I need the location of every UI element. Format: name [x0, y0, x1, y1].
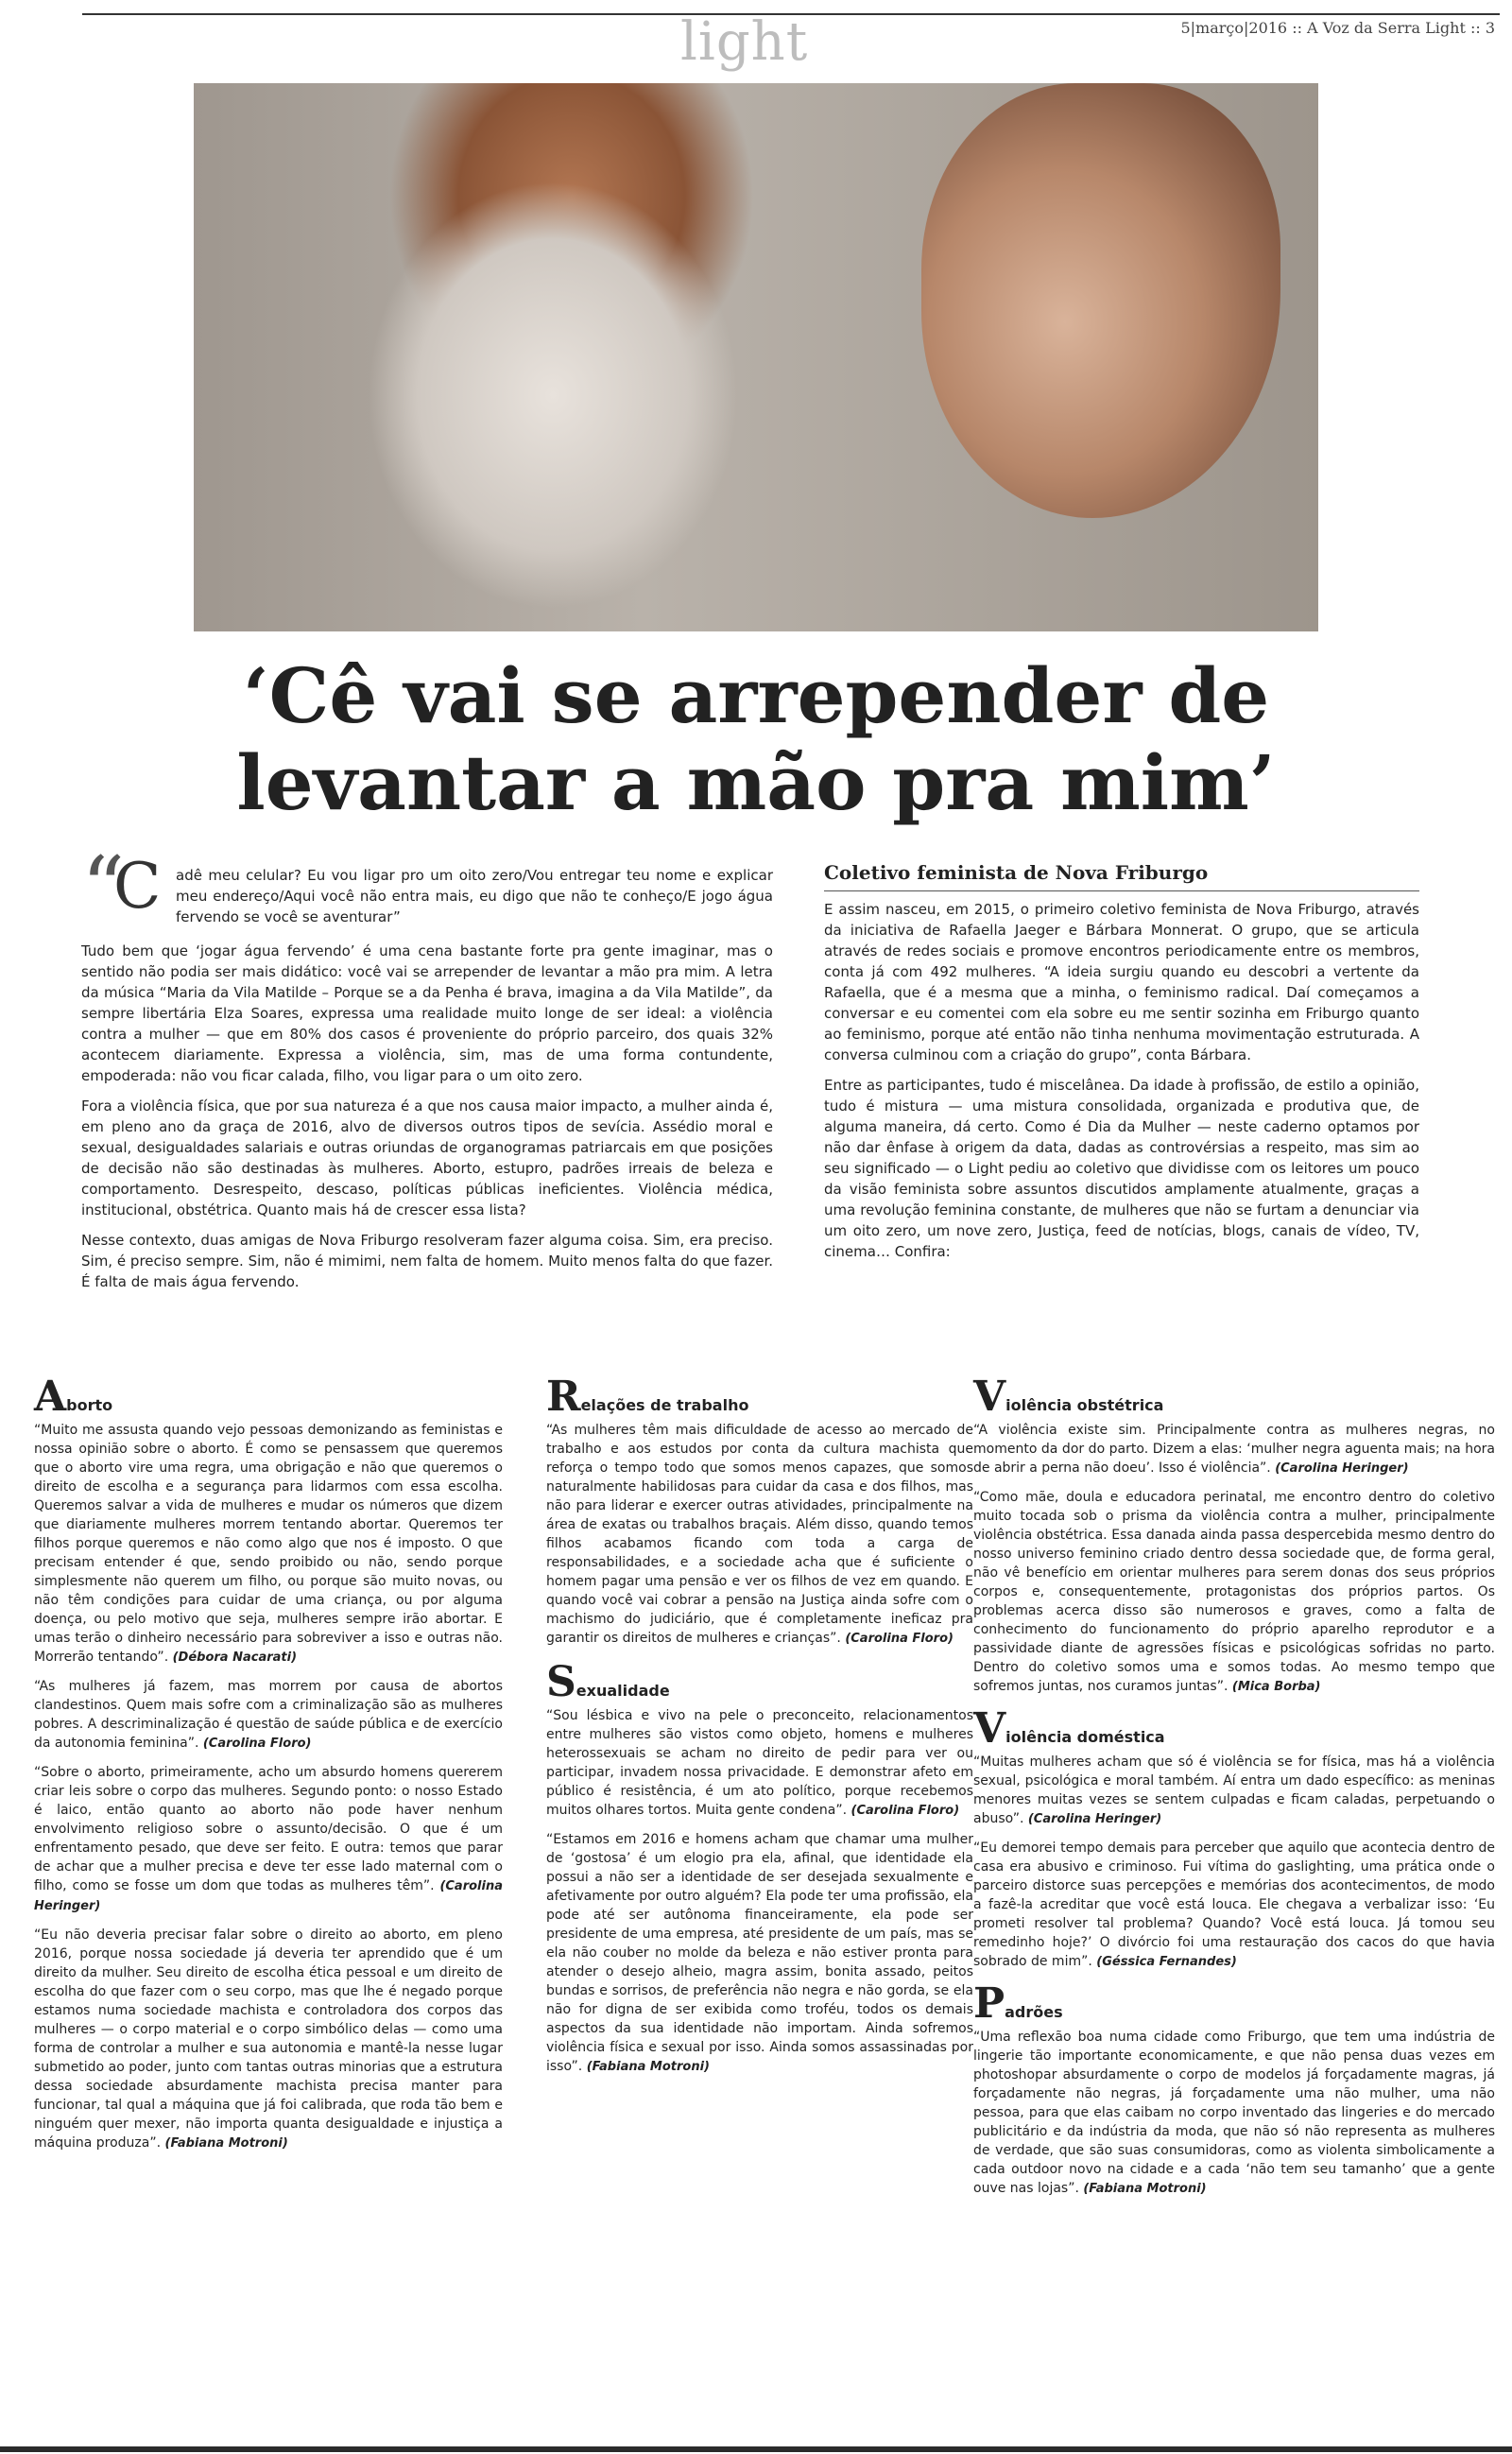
intro-paragraph: Nesse contexto, duas amigas de Nova Friburgo resolveram fazer alguma coisa. Sim, era preciso. Sim, é preciso sempre. Sim, não é mimimi, nem falta de homem. Muito menos falta do que fazer. É falta de mais água fervendo. — [81, 1232, 773, 1290]
intro-dropcap: C — [113, 850, 162, 923]
quote-author: (Géssica Fernandes) — [1096, 1955, 1237, 1969]
obstetrica-title-text: iolência obstétrica — [1005, 1396, 1164, 1414]
obstetrica-quote — [973, 1488, 1495, 1697]
coletivo-paragraph: Entre as participantes, tudo é miscelânea. Da idade à profissão, de estilo a opinião, tudo é mistura — uma mistura consolidada, organizada e produtiva que, de alguma maneira, dá certo. Como é Dia da Mulher — neste caderno optamos por não dar ênfase à origem da data, dadas as controvérsias a respeito, mas sim ao seu significado — o Light pediu ao coletivo que dividisse com os leitores um pouco da visão feminista sobre assuntos discutidos amplamente atualmente, graças a uma revolução feminina constante, de mulheres que não se furtam a denunciar via um oito zero, um nove zero, Justiça, feed de notícias, blogs, canais de vídeo, TV, cinema… Confira: — [824, 1077, 1419, 1260]
sexualidade-dropcap: S — [546, 1658, 576, 1706]
section-name: light — [680, 11, 809, 73]
intro-paragraph: Fora a violência física, que por sua natureza é a que nos causa maior impacto, a mulher ainda é, em pleno ano da graça de 2016, alvo de diversos outros tipos de sevícia. Assédio moral e sexual, desigualdades salariais e outras oriundas de organogramas patriarcais em que posições de decisão não são destinadas às mulheres. Aborto, estupro, padrões irreais de beleza e comportamento. Desrespeito, descaso, políticas públicas ineficientes. Violência médica, institucional, obstétrica. Quanto mais há de crescer essa lista? — [81, 1097, 773, 1218]
quote-author: (Carolina Floro) — [202, 1737, 312, 1751]
aborto-section — [34, 1373, 503, 2163]
aborto-quote — [34, 1421, 503, 1668]
footer-rule — [0, 2446, 1512, 2452]
coletivo-title: Coletivo feminista de Nova Friburgo — [824, 861, 1209, 884]
relacoes-quote — [546, 1421, 973, 1649]
quote-text: “Sou lésbica e vivo na pele o preconceito, relacionamentos entre mulheres são vistos como objeto, homens e mulheres heterossexuais se acham no direito de pedir para ver ou participar, invadem nossa privacidade. E demonstrar afeto em público é resistência, é um ato político, porque recebemos muitos olhares tortos. Muita gente condena”. — [546, 1708, 973, 1818]
quote-author: (Fabiana Motroni) — [586, 2060, 710, 2074]
quote-author: (Carolina Heringer) — [34, 1879, 503, 1913]
quote-text: “Muito me assusta quando vejo pessoas demonizando as feministas e nossa opinião sobre o aborto. É como se pensassem que queremos que o aborto vire uma regra, uma obrigação e não que queremos o direito de escolha e a segurança para lidarmos com essa escolha. Queremos salvar a vida de mulheres e mudar os números que dizem que diariamente mulheres morrem tentando abortar. Queremos ter filhos porque queremos e não como algo que nos é imposto. O que precisam entender é que, sendo proibido ou não, sendo porque simplesmente não querem um filho, ou porque são muito novas, ou não têm condições para cuidar de uma criança, ou por alguma doença, ou pelo motivo que seja, mulheres sempre irão abortar. E umas terão o dinheiro necessário para sobreviver a isso e outras não. Morrerão tentando”. — [34, 1423, 503, 1665]
padroes-title-text: adrões — [1005, 2003, 1063, 2021]
relacoes-dropcap: R — [546, 1373, 581, 1421]
coletivo-section — [824, 862, 1419, 1271]
intro-body — [81, 941, 773, 1302]
quote-text: “As mulheres têm mais dificuldade de acesso ao mercado de trabalho e aos estudos por conta da cultura machista que reforça o tempo todo que somos menos capazes, que somos naturalmente habilidosas para cuidar da casa e dos filhos, mas não para liderar e exercer outras atividades, principalmente na área de exatas ou trabalhos braçais. Além disso, quando temos filhos acabamos ficando com toda a carga de responsabilidades, e a sociedade acha que é suficiente o homem pagar uma pensão e ver os filhos de vez em quando. E quando você vai cobrar a pensão na Justiça ainda sofre com o machismo do judiciário, que é completamente ineficaz pra garantir os direitos de mulheres e crianças”. — [546, 1423, 973, 1646]
domestica-quote — [973, 1753, 1495, 1829]
quote-author: (Carolina Floro) — [845, 1632, 954, 1646]
aborto-quote — [34, 1926, 503, 2153]
quote-text: “Muitas mulheres acham que só é violência se for física, mas há a violência sexual, psicológica e moral também. Aí entra um dado específico: as meninas menores muitas vezes se sentem culpadas e ficam caladas, perpetuando o abuso”. — [973, 1754, 1495, 1826]
obstetrica-title — [973, 1373, 1495, 1421]
relacoes-title — [546, 1373, 973, 1421]
headline: ‘Cê vai se arrepender de levantar a mão pra mim’ — [236, 651, 1276, 827]
quote-author: (Carolina Heringer) — [1275, 1461, 1409, 1476]
domestica-dropcap: V — [973, 1704, 1006, 1753]
padroes-dropcap: P — [973, 1979, 1005, 2028]
quote-text: “A violência existe sim. Principalmente contra as mulheres negras, no momento da dor do parto. Dizem a elas: ‘mulher negra aguenta mais; na hora de abrir a perna não doeu’. Isso é violência”. — [973, 1423, 1495, 1476]
right-column — [973, 1373, 1495, 2208]
intro-lyrics-text: adê meu celular? Eu vou ligar pro um oito zero/Vou entregar teu nome e explicar meu endereço/Aqui você não entra mais, eu digo que não te conheço/E jogo água fervendo se você se aventurar” — [176, 867, 773, 925]
domestica-title-text: iolência doméstica — [1005, 1728, 1165, 1746]
lead-photo — [194, 83, 1318, 631]
quote-text: “Estamos em 2016 e homens acham que chamar uma mulher de ‘gostosa’ é um elogio pra ela, afinal, que identidade ela possui a não ser a identidade de ser desejada sexualmente e afetivamente por outro alguém? Ela pode ter uma profissão, ela pode até ser autônoma financeiramente, ela pode ser presidente de uma empresa, até presidente de um país, mas se ela não couber no molde da beleza e não estiver pronta para atender o desejo alheio, magra assim, bonita assado, peitos bundas e sorrisos, de preferência não negra e não gorda, se ela não for digna de ser exibida como troféu, todos os demais aspectos da sua identidade não importam. Ainda sofremos violência física e sexual por isso. Ainda somos assassinadas por isso”. — [546, 1832, 973, 2074]
page-folio: 5|março|2016 :: A Voz da Serra Light :: 3 — [1180, 19, 1495, 37]
quote-text: “Como mãe, doula e educadora perinatal, me encontro dentro do coletivo muito tocada sob o prisma da violência contra a mulher, principalmente violência obstétrica. Essa danada ainda passa despercebida mesmo dentro do nosso universo feminino criado dentro dessa sociedade que, de forma geral, não vê benefício em orientar mulheres para serem donas dos seus próprios corpos e, consequentemente, protagonistas dos próprios partos. Os problemas acerca disso são numerosos e graves, como a falta de conhecimento do funcionamento do próprio aparelho reprodutor e a passividade diante de agressões físicas e psicológicas sofridas no parto. Dentro do coletivo somos uma e somos todas. Ao mesmo tempo que sofremos juntas, nos curamos juntas”. — [973, 1490, 1495, 1694]
quote-author: (Débora Nacarati) — [172, 1650, 298, 1665]
padroes-quote — [973, 2028, 1495, 2199]
sexualidade-quote — [546, 1706, 973, 1821]
aborto-quote — [34, 1763, 503, 1916]
sexualidade-title — [546, 1658, 973, 1706]
domestica-quote — [973, 1839, 1495, 1972]
coletivo-rule — [824, 890, 1419, 891]
quote-author: (Carolina Heringer) — [1027, 1812, 1162, 1826]
obstetrica-quote — [973, 1421, 1495, 1478]
relacoes-title-text: elações de trabalho — [580, 1396, 749, 1414]
quote-text: “Eu não deveria precisar falar sobre o direito ao aborto, em pleno 2016, porque nossa sociedade já deveria ter aprendido que é um direito da mulher. Seu direito de escolha ética pessoal e um direito de escolha do que fazer com o seu corpo, mas que lhe é negado porque estamos numa sociedade machista e controladora dos corpos das mulheres — o corpo material e o corpo simbólico delas — como uma forma de controlar a mulher e sua autonomia e mantê-la nesse lugar submetido ao poder, junto com tantas outras minorias que a estrutura dessa sociedade absurdamente machista precisa manter para funcionar, tal qual a máquina que já foi calibrada, que roda tão bem e ninguém quer mexer, não importa quanta desigualdade e injustiça a máquina produza”. — [34, 1927, 503, 2151]
padroes-title — [973, 1979, 1495, 2028]
domestica-title — [973, 1704, 1495, 1753]
intro-paragraph: Tudo bem que ‘jogar água fervendo’ é uma cena bastante forte pra gente imaginar, mas o sentido não podia ser mais didático: você vai se arrepender de levantar a mão pra mim. A letra da música “Maria da Vila Matilde – Porque se a da Penha é brava, imagina a da Vila Matilde”, da sempre libertária Elza Soares, expressa uma realidade muito longe de ser ideal: a violência contra a mulher — que em 80% dos casos é proveniente do próprio parceiro, dos quais 32% acontecem diariamente. Expressa a violência, sim, mas de uma forma contundente, empoderada: não vou ficar calada, filho, vou ligar para o um oito zero. — [81, 942, 773, 1084]
fist-image — [921, 83, 1280, 518]
quote-author: (Carolina Floro) — [850, 1804, 960, 1818]
aborto-title — [34, 1373, 503, 1421]
quote-author: (Fabiana Motroni) — [164, 2136, 288, 2151]
aborto-quote — [34, 1677, 503, 1754]
quote-author: (Fabiana Motroni) — [1083, 2182, 1207, 2196]
quote-author: (Mica Borba) — [1231, 1680, 1321, 1694]
quote-text: “Uma reflexão boa numa cidade como Friburgo, que tem uma indústria de lingerie tão importante economicamente, e que não pensa duas vezes em photoshopar absurdamente o corpo de modelos já forçadamente magras, já forçadamente não negras, já forçadamente uma não mulher, uma não pessoa, para que elas caibam no corpo inventado das lingeries e do mercado publicitário e da indústria da moda, que não só não representa as mulheres de verdade, que são suas consumidoras, como as violenta simbolicamente a cada outdoor novo na cidade e a cada ‘não tem seu tamanho’ que a gente ouve nas lojas”. — [973, 2030, 1495, 2196]
sexualidade-title-text: exualidade — [576, 1682, 670, 1700]
quote-text: “Sobre o aborto, primeiramente, acho um absurdo homens quererem criar leis sobre o corpo das mulheres. Segundo ponto: o nosso Estado é laico, então quanto ao aborto não pode haver nenhum envolvimento religioso sobre o assunto/decisão. O que é um enfrentamento pesado, que deve ser feito. E outra: temos que parar de achar que a mulher precisa e deve ter esse lado maternal com o filho, como se fosse um dom que todas as mulheres têm”. — [34, 1765, 503, 1893]
aborto-title-text: borto — [66, 1396, 113, 1414]
quote-text: “As mulheres já fazem, mas morrem por causa de abortos clandestinos. Quem mais sofre com a criminalização são as mulheres pobres. A descriminalização é questão de saúde pública e de exercício da autonomia feminina”. — [34, 1679, 503, 1751]
middle-column — [546, 1373, 973, 2086]
aborto-dropcap: A — [34, 1373, 67, 1421]
obstetrica-dropcap: V — [973, 1373, 1006, 1421]
quote-text: “Eu demorei tempo demais para perceber que aquilo que acontecia dentro de casa era abusivo e criminoso. Fui vítima do gaslighting, uma prática onde o parceiro distorce suas percepções e memórias dos acontecimentos, de modo a fazê-la acreditar que você está louca. Ele chegava a verbalizar isso: ‘Eu prometi resolver tal problema? Quando? Você está louca. Já tomou seu remedinho hoje?’ O divórcio foi uma restauração dos cacos do que havia sobrado de mim”. — [973, 1840, 1495, 1969]
sexualidade-quote — [546, 1830, 973, 2077]
quote-mark: “ — [81, 838, 126, 938]
coletivo-paragraph: E assim nasceu, em 2015, o primeiro coletivo feminista de Nova Friburgo, através da iniciativa de Rafaella Jaeger e Bárbara Monnerat. O grupo, que se articula através de redes sociais e promove encontros periodicamente entre os membros, conta já com 492 mulheres. “A ideia surgiu quando eu descobri a vertente da Rafaella, que é a mesma que a minha, o feminismo radical. Daí começamos a conversar e eu comentei com ela sobre eu me sentir sozinha em Friburgo quanto ao feminismo, porque até então não tinha nenhuma movimentação estruturada. A conversa culminou com a criação do grupo”, conta Bárbara. — [824, 901, 1419, 1063]
intro-lyrics — [176, 865, 773, 937]
